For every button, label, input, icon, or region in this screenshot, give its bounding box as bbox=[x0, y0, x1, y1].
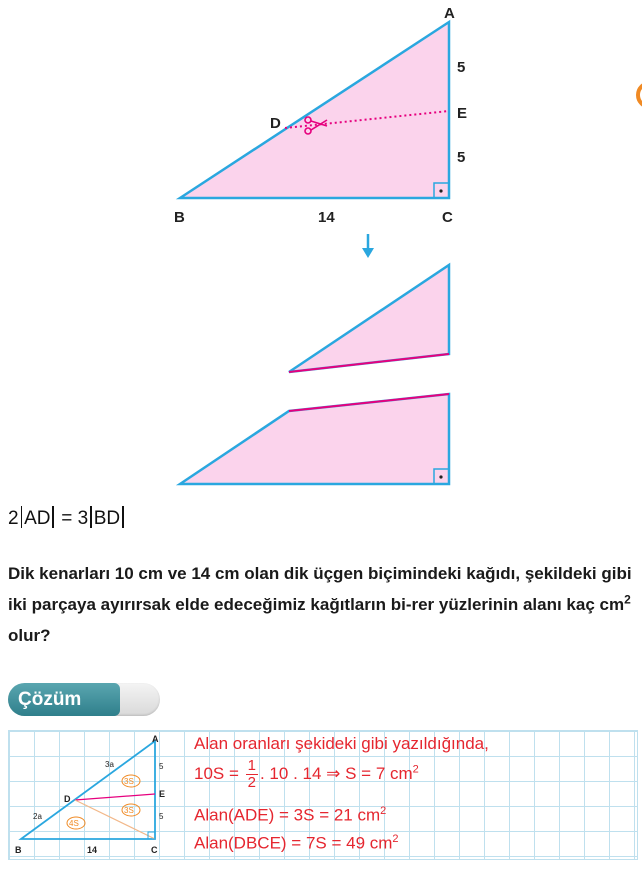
label-d: D bbox=[270, 115, 281, 132]
question-body: Dik kenarları 10 cm ve 14 cm olan dik üçgen biçimindeki kağıdı, şekildeki gibi iki parçaya ayırırsak elde edeceğimiz kağıtların bi-rer yüzlerinin alanı kaç cm bbox=[8, 564, 632, 614]
segment-bd: BD bbox=[93, 508, 121, 529]
ratio-relation bbox=[8, 506, 126, 530]
segment-ad: AD bbox=[24, 508, 51, 529]
fraction-denominator: 2 bbox=[247, 774, 256, 791]
mini-label-bc: 14 bbox=[87, 845, 98, 855]
mini-triangle-figure bbox=[9, 731, 189, 861]
mini-area-s1: 3S bbox=[124, 777, 134, 786]
mini-label-bd: 2a bbox=[33, 812, 42, 821]
solution-line-4-text: Alan(DBCE) = 7S = 49 cm bbox=[194, 833, 393, 853]
mini-label-ec: 5 bbox=[159, 812, 164, 821]
label-a: A bbox=[444, 5, 455, 22]
mini-label-ae: 5 bbox=[159, 762, 164, 771]
ratio-coef-left: 2 bbox=[8, 508, 19, 529]
solution-line-2-right: . 10 . 14 ⇒ S = 7 cm bbox=[259, 763, 413, 783]
mini-label-c: C bbox=[151, 845, 158, 855]
solution-line-3-exp: 2 bbox=[380, 805, 387, 817]
label-ec-length: 5 bbox=[457, 149, 466, 166]
solution-line-2 bbox=[194, 758, 419, 791]
solution-line-3 bbox=[194, 805, 386, 826]
solution-line-3-text: Alan(ADE) = 3S = 21 cm bbox=[194, 805, 381, 825]
label-b: B bbox=[174, 209, 185, 226]
solution-line-2-left: 10S = bbox=[194, 763, 239, 783]
mini-label-ad: 3a bbox=[105, 760, 114, 769]
mini-label-d: D bbox=[64, 794, 71, 804]
question-text bbox=[8, 558, 638, 651]
triangle-abc bbox=[180, 22, 449, 198]
solution-grid bbox=[8, 730, 638, 860]
arrow-down-icon bbox=[362, 234, 374, 258]
solution-line-2-exp: 2 bbox=[412, 763, 419, 776]
fraction-numerator: 1 bbox=[247, 757, 256, 774]
right-angle-dot bbox=[439, 189, 442, 192]
ratio-equals: = 3 bbox=[61, 508, 89, 529]
solution-fraction bbox=[246, 758, 258, 791]
mini-area-s3: 4S bbox=[69, 819, 79, 828]
mini-area-s2: 3S bbox=[124, 806, 134, 815]
solution-line-1: Alan oranları şekideki gibi yazıldığında, bbox=[194, 734, 489, 753]
label-e: E bbox=[457, 105, 468, 122]
piece-right-angle-dot bbox=[439, 475, 442, 478]
mini-label-a: A bbox=[152, 734, 159, 744]
solution-line-4-exp: 2 bbox=[392, 833, 399, 845]
question-exponent: 2 bbox=[624, 592, 631, 607]
solution-line-4 bbox=[194, 833, 399, 854]
mini-label-b: B bbox=[15, 845, 22, 855]
question-tail: olur? bbox=[8, 626, 51, 645]
label-bc-length: 14 bbox=[318, 209, 335, 226]
label-c: C bbox=[442, 209, 453, 226]
side-marker-icon bbox=[638, 83, 642, 107]
label-ae-length: 5 bbox=[457, 59, 466, 76]
mini-label-e: E bbox=[159, 789, 166, 799]
solution-header: Çözüm bbox=[8, 683, 120, 716]
